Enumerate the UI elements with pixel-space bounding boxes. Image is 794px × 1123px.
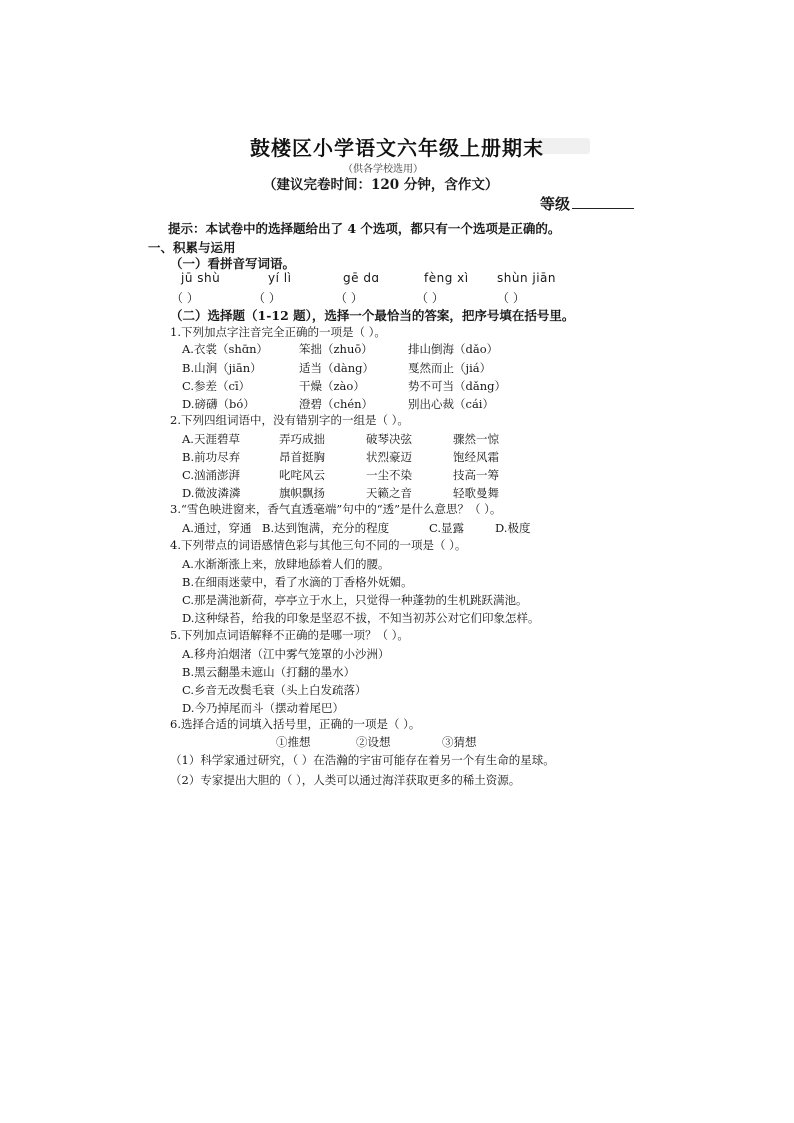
part-2-title: （二）选择题（1-12 题），选择一个最恰当的答案，把序号填在括号里。 [170, 308, 575, 323]
q2-option: 技高一筹 [453, 468, 499, 482]
q6-choice: ②设想 [356, 735, 391, 749]
q2-option: 骤然一惊 [453, 432, 499, 446]
q2-option: 叱咤风云 [279, 468, 325, 482]
q5-option: A.移舟泊烟渚（江中雾气笼罩的小沙洲） [182, 647, 390, 661]
q2-option: C.汹涌澎湃 [182, 468, 241, 482]
answer-blank-5[interactable]: （ ） [497, 291, 525, 305]
pinyin-3: gē dɑ [343, 271, 380, 285]
tip-text: 提示：本试卷中的选择题给出了 4 个选项，都只有一个选项是正确的。 [168, 221, 561, 236]
page-title: 鼓楼区小学语文六年级上册期末 [250, 136, 544, 160]
q3-option: D.极度 [495, 521, 531, 535]
question-3-stem: 3.“雪色映进窗来，香气直透毫端”句中的“透”是什么意思？（ ）。 [170, 502, 502, 516]
q2-option: 天籁之音 [366, 486, 412, 500]
q1-option: 戛然而止（jiá） [408, 361, 492, 375]
q2-option: B.前功尽弃 [182, 450, 241, 464]
q2-option: 轻歌曼舞 [453, 486, 499, 500]
q3-option: C.显露 [429, 521, 465, 535]
page-subtitle: （供各学校选用） [343, 164, 423, 175]
grade-field [540, 193, 634, 214]
q6-choice: ①推想 [276, 735, 311, 749]
q1-option: C.参差（cī） [182, 379, 251, 393]
q5-option: C.乡音无改鬓毛衰（头上白发疏落） [182, 683, 367, 697]
q2-option: 旗帜飘扬 [279, 486, 325, 500]
q1-option: 势不可当（dǎng） [408, 379, 506, 393]
q1-option: 别出心裁（cái） [408, 397, 494, 411]
q2-option: A.天涯碧草 [182, 432, 240, 446]
pinyin-5: shùn jiān [497, 271, 557, 285]
grade-label: 等级 [540, 195, 571, 213]
q1-option: 干燥（zào） [299, 379, 365, 393]
question-2-stem: 2.下列四组词语中，没有错别字的一组是（ ）。 [170, 413, 409, 427]
q6-sentence: （1）科学家通过研究，（ ）在浩瀚的宇宙可能存在着另一个有生命的星球。 [170, 753, 555, 767]
section-1-title: 一、积累与运用 [148, 240, 236, 255]
q2-option: 昂首挺胸 [279, 450, 325, 464]
q4-option: D.这种绿苔，给我的印象是坚忍不拔，不知当初苏公对它们印象怎样。 [182, 611, 540, 625]
time-note: （建议完卷时间：120 分钟，含作文） [263, 177, 499, 193]
q2-option: 状烈豪迈 [366, 450, 412, 464]
q2-option: 破琴决弦 [366, 432, 412, 446]
q1-option: 笨拙（zhuō） [299, 342, 373, 356]
q1-option: 澄碧（chén） [299, 397, 374, 411]
q1-option: D.磅礴（bó） [182, 397, 255, 411]
question-4-stem: 4.下列带点的词语感情色彩与其他三句不同的一项是（ ）。 [170, 538, 467, 552]
q1-option: B.山涧（jiān） [182, 361, 262, 375]
question-6-stem: 6.选择合适的词填入括号里，正确的一项是（ ）。 [170, 717, 421, 731]
q6-choice: ③猜想 [442, 735, 477, 749]
q2-option: 饱经风霜 [453, 450, 499, 464]
q2-option: 一尘不染 [366, 468, 412, 482]
q1-option: 排山倒海（dǎo） [408, 342, 499, 356]
q4-option: C.那是满池新荷，亭亭立于水上，只觉得一种蓬勃的生机跳跃满池。 [182, 593, 528, 607]
q2-option: 弄巧成拙 [279, 432, 325, 446]
q4-option: A.水渐渐涨上来，放肆地舔着人们的腰。 [182, 557, 390, 571]
q5-option: D.今乃掉尾而斗（摆动着尾巴） [182, 701, 344, 715]
q1-option: 适当（dàng） [299, 361, 374, 375]
question-1-stem: 1.下列加点字注音完全正确的一项是（ ）。 [170, 325, 386, 339]
grade-blank-line [572, 194, 634, 209]
answer-blank-3[interactable]: （ ） [335, 291, 363, 305]
answer-blank-2[interactable]: （ ） [253, 291, 281, 305]
answer-blank-1[interactable]: （ ） [171, 291, 199, 305]
part-1-title: （一）看拼音写词语。 [170, 256, 296, 271]
question-5-stem: 5.下列加点词语解释不正确的是哪一项？（ ）。 [170, 628, 409, 642]
q1-option: A.衣裳（shɑ̄n） [182, 342, 269, 356]
q3-option: B.达到饱满，充分的程度 [262, 521, 390, 535]
q6-sentence: （2）专家提出大胆的（ ），人类可以通过海洋获取更多的稀土资源。 [170, 773, 521, 787]
pinyin-4: fèng xì [424, 271, 469, 285]
q3-option: A.通过，穿通 [182, 521, 252, 535]
answer-blank-4[interactable]: （ ） [416, 291, 444, 305]
pinyin-1: jū shù [181, 271, 221, 285]
q2-option: D.微波潾潾 [182, 486, 241, 500]
q5-option: B.黑云翻墨未遮山（打翻的墨水） [182, 665, 356, 679]
q4-option: B.在细雨迷蒙中，看了水滴的丁香格外妩媚。 [182, 575, 413, 589]
pinyin-2: yí lì [268, 271, 292, 285]
